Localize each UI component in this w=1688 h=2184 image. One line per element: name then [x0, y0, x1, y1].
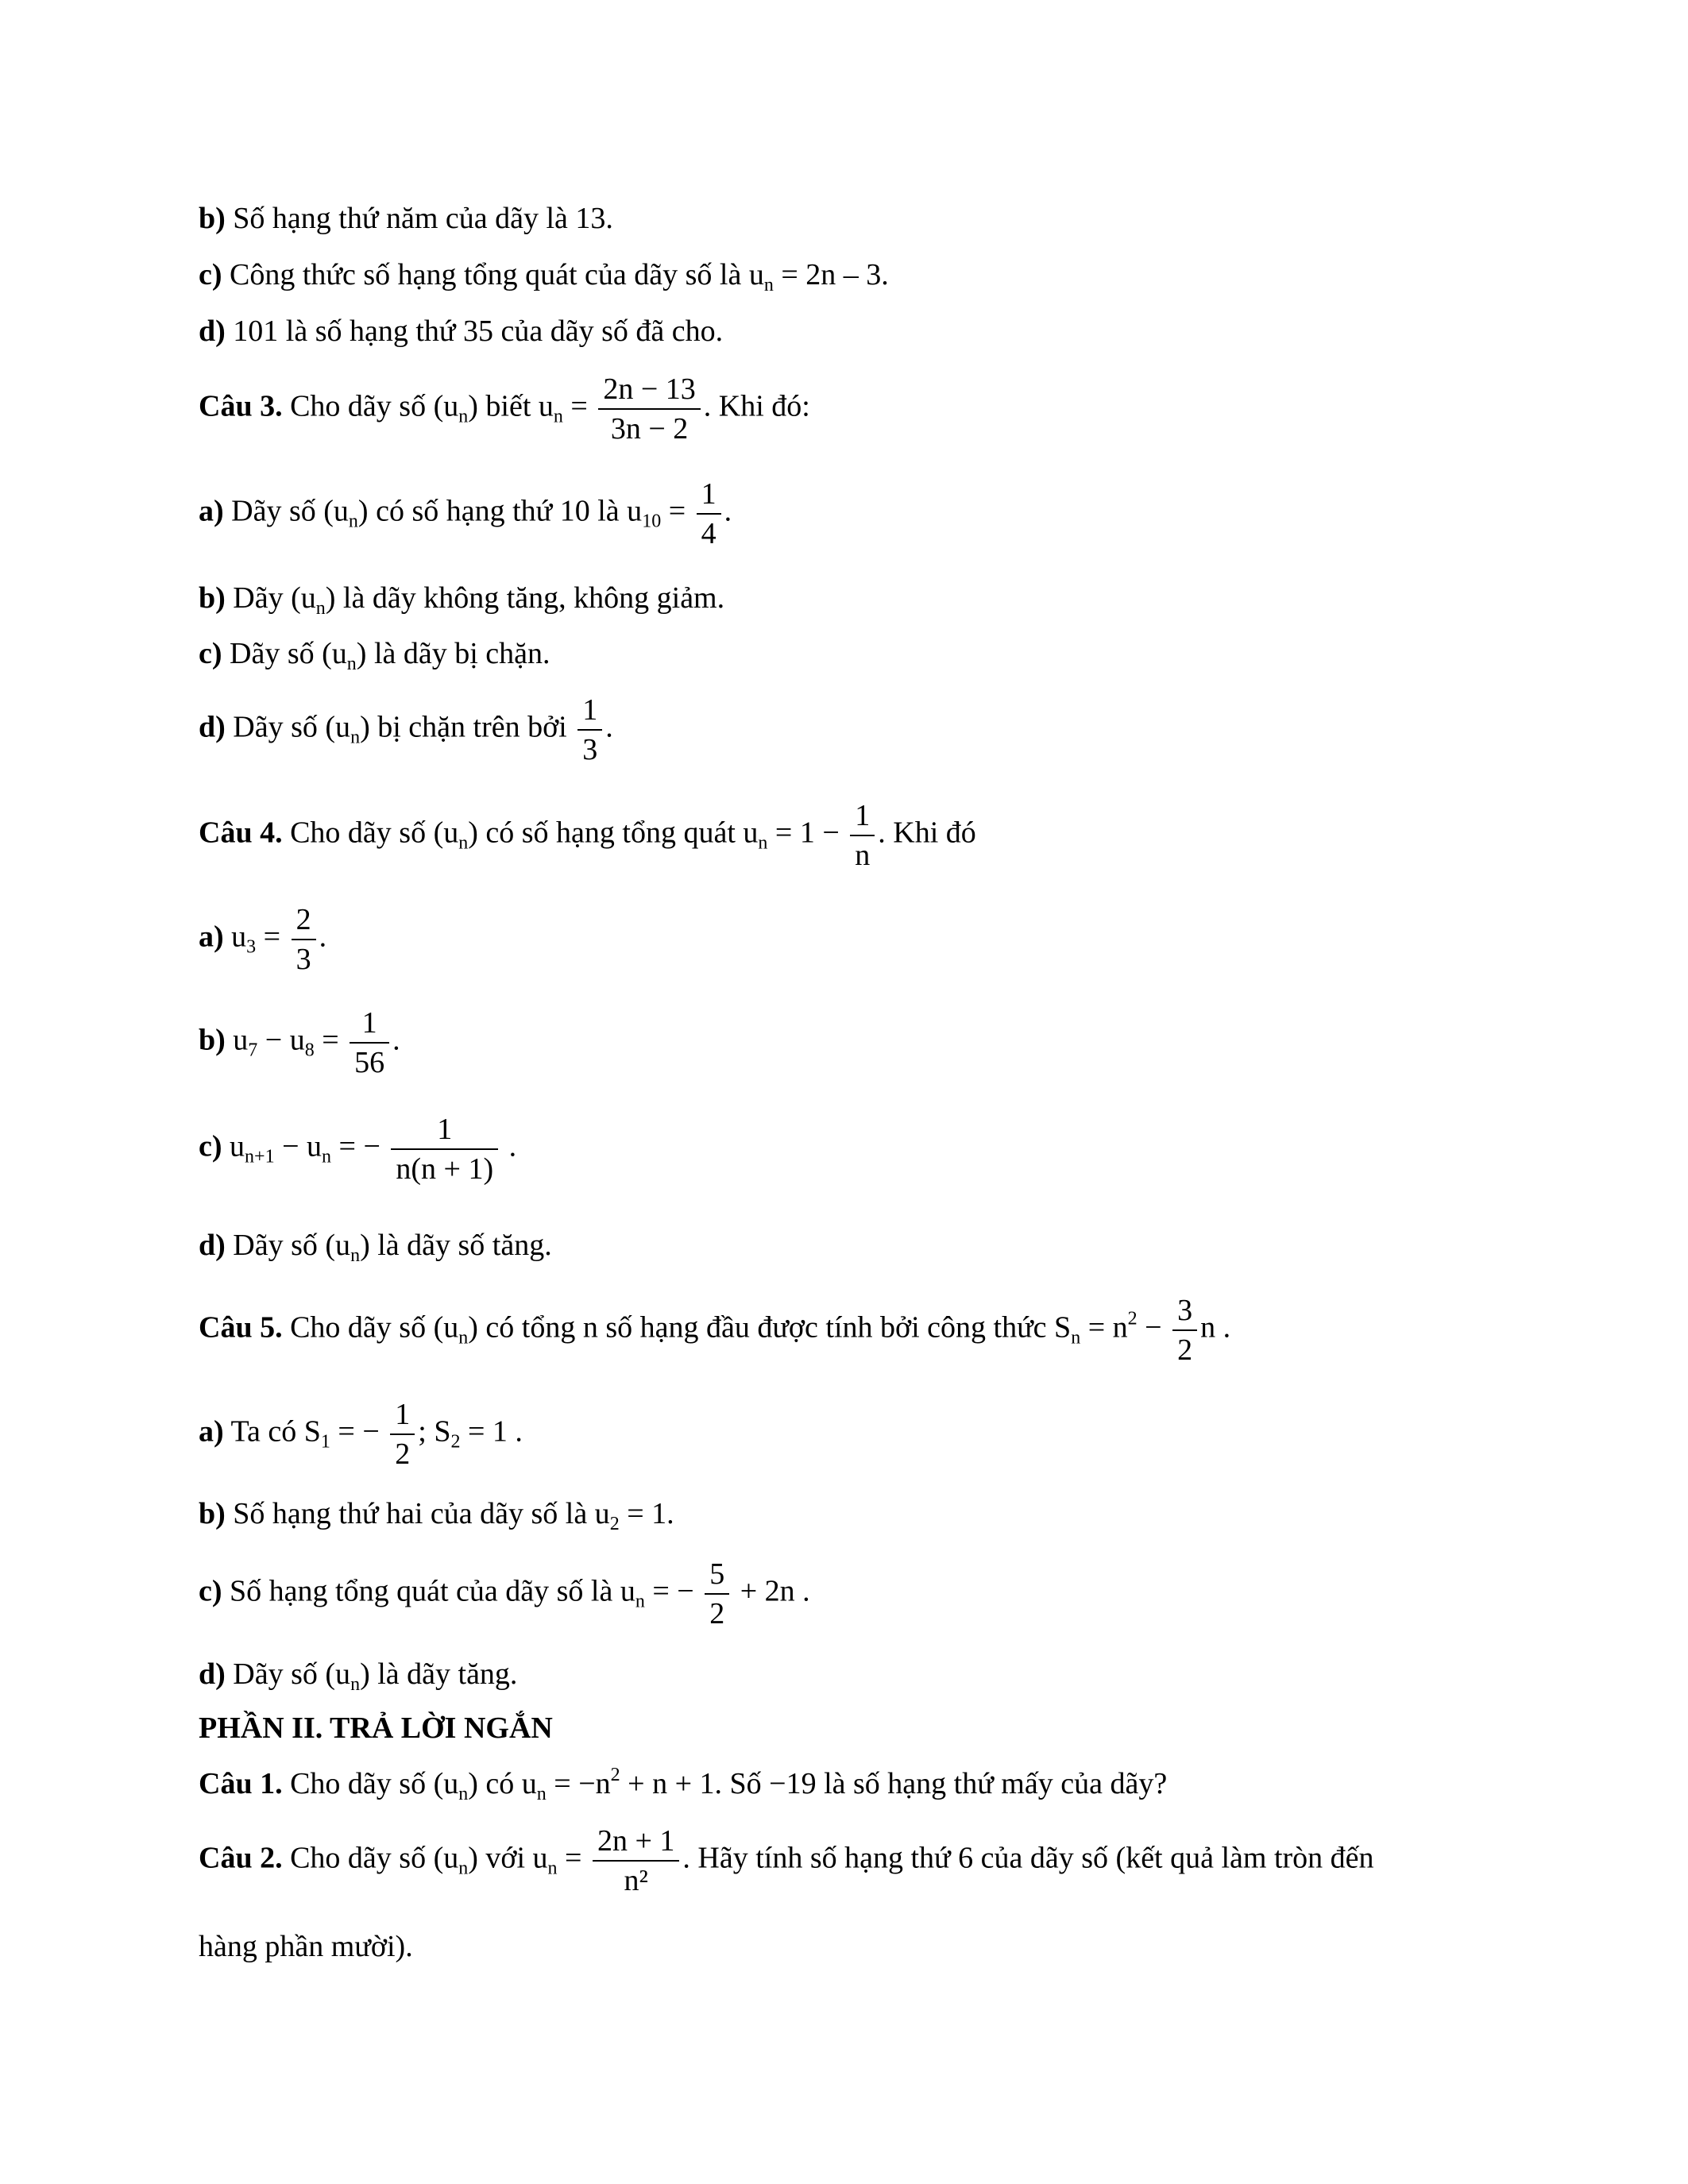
item-b-fifth-term: b) Số hạng thứ năm của dãy là 13. — [199, 202, 613, 235]
question-3-b: b) Dãy $(u_n)$ là dãy không tăng, không giảm. — [199, 581, 725, 619]
short-question-2: Câu 2. Cho dãy số $(u_n)$ với $u_n$ = $\frac{2n + 1}{\text{n²}}$ . Hãy tính số hạng thứ 6 của dãy số (kết quả làm tròn đến — [199, 1822, 1374, 1900]
item-c-general-formula: c) Công thức số hạng tổng quát của dãy số là $u_n = 2n - 3$. — [199, 258, 889, 295]
question-5-b: b) Số hạng thứ hai của dãy số là $u_2 = 1$. — [199, 1497, 674, 1534]
question-5-d: d) Dãy số $(u_n)$ là dãy tăng. — [199, 1657, 518, 1695]
fraction: $\frac{5}{2}$ — [705, 1555, 729, 1633]
fraction: $\frac{1}{3}$ — [577, 691, 602, 769]
fraction: $\frac{2}{3}$ — [292, 901, 316, 978]
question-3-a: a) Dãy số $(u_n)$ có số hạng thứ 10 là $u_{10}$ = $\frac{1}{4}$ . — [199, 475, 732, 553]
question-4: Câu 4. Cho dãy số $(u_n)$ có số hạng tổng quát $u_n = 1$ − $\frac{1}{n}$ . Khi đó — [199, 797, 976, 874]
question-5-a: a) Ta có $S_1$ = − $\frac{1}{2}$ ; $S_2 = 1$ . — [199, 1395, 523, 1473]
fraction: $\frac{3}{2}$ — [1172, 1291, 1197, 1369]
item-d-term-35: d) 101 là số hạng thứ 35 của dãy số đã cho. — [199, 314, 724, 348]
short-question-2-continued: hàng phần mười). — [199, 1930, 413, 1963]
question-4-a: a) $u_3$ = $\frac{2}{3}$ . — [199, 901, 326, 978]
fraction: $\frac{1}{56}$ — [350, 1004, 389, 1082]
fraction: $\frac{1}{n}$ — [850, 797, 875, 874]
question-4-d: d) Dãy số $(u_n)$ là dãy số tăng. — [199, 1229, 552, 1266]
question-5: Câu 5. Cho dãy số $(u_n)$ có tổng n số hạng đầu được tính bởi công thức $S_n = n^2$ − $\frac{3}{2}$ n . — [199, 1291, 1230, 1369]
fraction: $\frac{1}{n(n + 1)}$ — [391, 1110, 498, 1188]
short-question-1: Câu 1. Cho dãy số $(u_n)$ có $u_n = -n^2 + n + 1$. Số −19 là số hạng thứ mấy của dãy? — [199, 1765, 1168, 1804]
question-3-c: c) Dãy số $(u_n)$ là dãy bị chặn. — [199, 637, 550, 674]
fraction: $\frac{1}{2}$ — [390, 1395, 415, 1473]
question-4-c: c) $u_{n+1} - u_n$ = − $\frac{1}{n(n + 1)}$ . — [199, 1110, 516, 1188]
question-3-d: d) Dãy số $(u_n)$ bị chặn trên bởi $\frac{1}{3}$ . — [199, 691, 613, 769]
question-5-c: c) Số hạng tổng quát của dãy số là $u_n$ = − $\frac{5}{2}$ + 2n . — [199, 1555, 810, 1633]
fraction: $\frac{1}{4}$ — [697, 475, 721, 553]
section-heading-part-2: PHẦN II. TRẢ LỜI NGẮN — [199, 1711, 553, 1745]
question-4-b: b) $u_7 - u_8$ = $\frac{1}{56}$ . — [199, 1004, 400, 1082]
fraction: $\frac{2n - 13}{3n - 2}$ — [598, 370, 700, 448]
fraction: $\frac{2n + 1}{\text{n²}}$ — [593, 1822, 679, 1900]
question-3: Câu 3. Cho dãy số $(u_n)$ biết $u_n$ = $\frac{2n - 13}{3n - 2}$ . Khi đó: — [199, 370, 810, 448]
